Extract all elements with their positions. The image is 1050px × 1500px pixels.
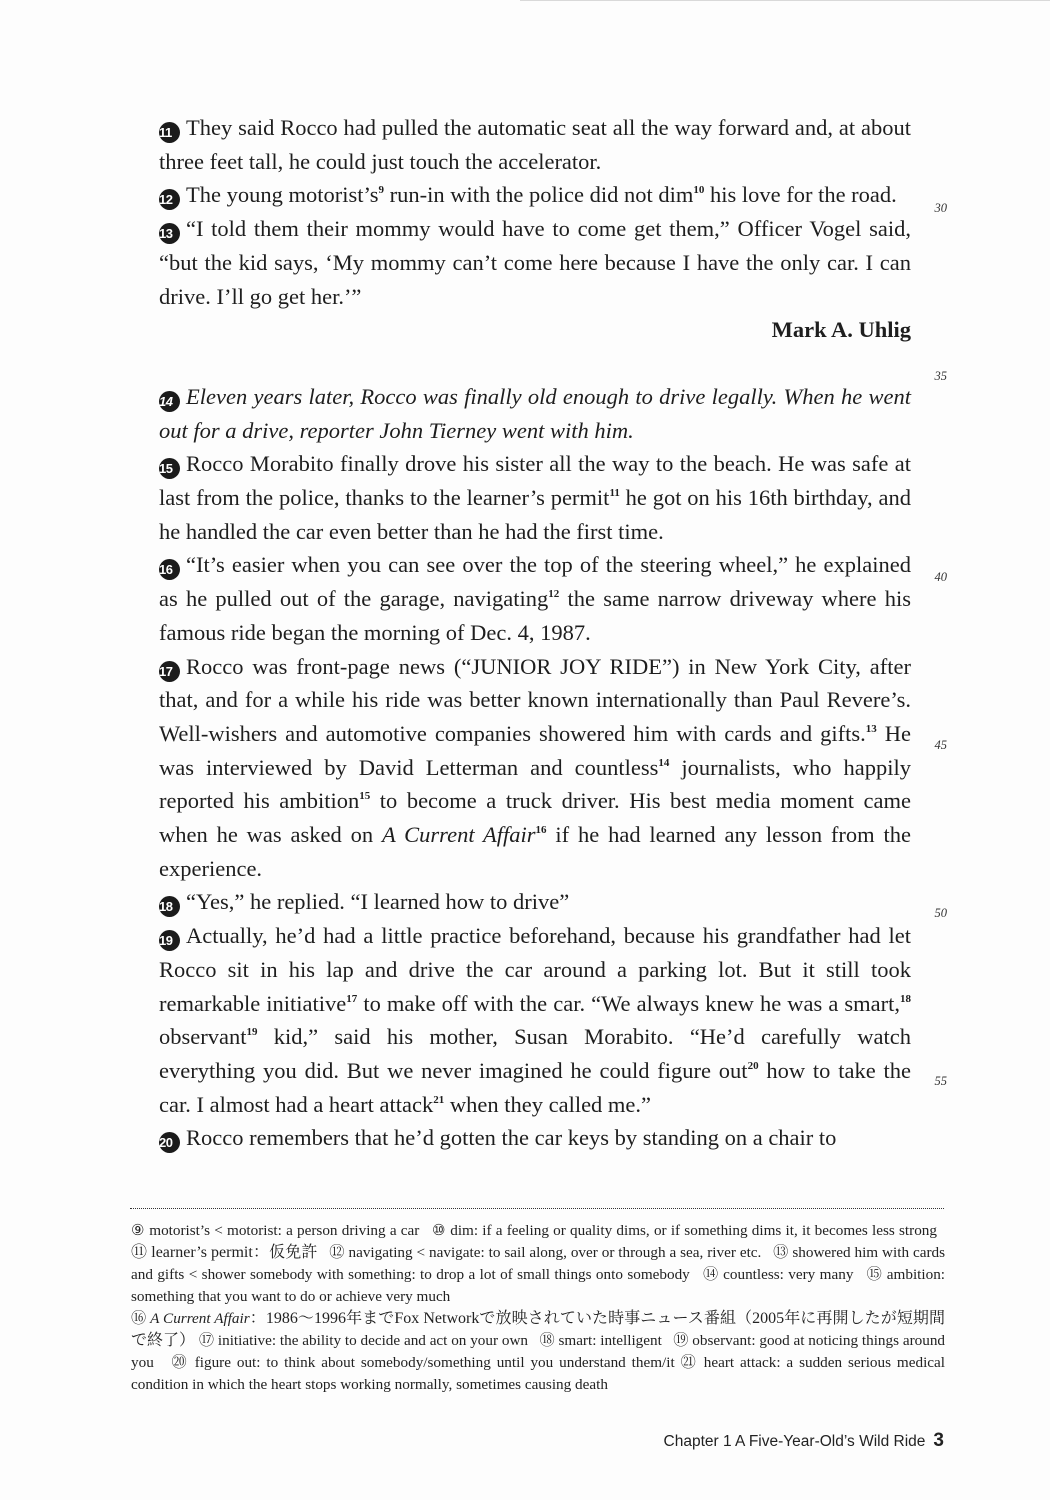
show-title: A Current Affair [381, 822, 536, 848]
page-number: 3 [933, 1430, 944, 1451]
note: ⑨ motorist’s < motorist: a person driving a car [131, 1222, 420, 1239]
footnote-ref: 11 [609, 487, 620, 500]
paragraph-text: They said Rocco had pulled the automatic seat all the way forward and, at about three feet tall, he could just touch the accelerator. [159, 115, 911, 174]
paragraph-text: He was interviewed by David Letterman and countless [159, 720, 911, 780]
note: ㉑ heart attack: a sudden serious medical condition in which the heart stops working normally, sometimes causing death [131, 1354, 946, 1393]
paragraph-number: 11 [159, 122, 180, 143]
page-footer [664, 1430, 944, 1452]
paragraph-text: run-in with the police did not dim [384, 182, 694, 208]
note: ⑫ navigating < navigate: to sail along, over or through a sea, river etc. [329, 1244, 762, 1261]
note: ⑬ showered him with cards and gifts < shower somebody with something: to drop a lot of small things onto somebody [131, 1244, 946, 1283]
paragraph-number: 20 [159, 1132, 180, 1153]
chapter-title: Chapter 1 A Five-Year-Old’s Wild Ride [663, 1433, 926, 1450]
paragraph-14 [159, 380, 911, 447]
footnote-ref: 9 [378, 184, 384, 197]
paragraph-text: if he had learned any lesson from the experience. [159, 822, 912, 881]
note-number: ⑯ [131, 1310, 147, 1327]
footnote-ref: 17 [346, 992, 358, 1005]
note: ⑰ initiative: the ability to decide and act on your own [198, 1332, 529, 1349]
footnote-ref: 18 [900, 992, 912, 1005]
paragraph-20 [159, 1121, 911, 1155]
footnote-ref: 19 [246, 1026, 258, 1039]
page-edge [520, 0, 1050, 7]
paragraph-number: 14 [159, 391, 180, 412]
paragraph-11 [159, 111, 911, 178]
paragraph-text: “I told them their mommy would have to come get them,” Officer Vogel said, “but the kid says, ‘My mommy can’t come here because I have the only car. I can drive. I’ll go get her.’” [159, 216, 911, 309]
footnote-ref: 12 [548, 588, 560, 601]
footnote-ref: 16 [535, 824, 547, 837]
paragraph-text: Rocco remembers that he’d gotten the car keys by standing on a chair to [186, 1125, 837, 1151]
paragraph-text: “It’s easier when you can see over the top of the steering wheel,” he explained as he pulled out of the garage, navigating [159, 552, 911, 612]
paragraph-number: 19 [159, 930, 180, 951]
note-term: A Current Affair [150, 1310, 250, 1327]
paragraph-text: The young motorist’s [186, 182, 379, 208]
footnote-ref: 10 [693, 184, 705, 197]
reading-passage [159, 111, 947, 1155]
paragraph-text: “Yes,” he replied. “I learned how to drive” [186, 889, 570, 915]
paragraph-number: 13 [159, 223, 180, 244]
note: ：1986～1996年までFox Networkで放映されていた時事ニュース番組（2005年に再開したが短期間で終了） [131, 1310, 946, 1349]
footnote-ref: 15 [359, 790, 371, 803]
note: ⑭ countless: very many [702, 1266, 854, 1283]
line-number: 45 [934, 738, 947, 752]
paragraph-17 [159, 650, 911, 886]
paragraph-text: kid,” said his mother, Susan Morabito. “He’d carefully watch everything you did. But we never imagined he could figure out [159, 1024, 911, 1083]
paragraph-text: Eleven years later, Rocco was finally old enough to drive legally. When he went out for a drive, reporter John Tierney went with him. [159, 383, 911, 443]
paragraph-number: 16 [159, 559, 180, 580]
note: ⑮ ambition: something that you want to do or achieve very much [131, 1266, 946, 1305]
note: ⑲ observant: good at noticing things around you [131, 1332, 946, 1371]
paragraph-number: 17 [159, 661, 180, 682]
note: ⑩ dim: if a feeling or quality dims, or if something dims it, it becomes less strong [431, 1222, 937, 1239]
paragraph-text: his love for the road. [704, 182, 897, 208]
paragraph-text: Rocco was front-page news (“JUNIOR JOY RIDE”) in New York City, after that, and for a while his ride was better known internationally than Paul Revere’s. Well-wishers and automotive companies showered him with cards and gifts. [159, 653, 911, 746]
footnote-ref: 14 [658, 756, 670, 769]
paragraph-text: to make off with the car. “We always knew he was a smart, [357, 990, 901, 1016]
line-number: 55 [934, 1074, 947, 1088]
line-number: 50 [934, 906, 947, 920]
paragraph-12 [159, 178, 911, 212]
author-name: Mark A. Uhlig [771, 317, 911, 343]
paragraph-15 [159, 447, 911, 548]
paragraph-text: how to take the car. I almost had a heart attack [159, 1057, 912, 1117]
line-number: 30 [934, 201, 947, 215]
paragraph-text: observant [159, 1024, 247, 1050]
paragraph-text: Actually, he’d had a little practice beforehand, because his grandfather had let Rocco sit in his lap and drive the car around a parking lot. But it still took remarkable initiative [159, 923, 911, 1016]
paragraph-text: when they called me.” [444, 1091, 652, 1117]
paragraph-text: to become a truck driver. His best media moment came when he was asked on [159, 788, 911, 848]
paragraph-18 [159, 885, 911, 919]
paragraph-19 [159, 919, 911, 1121]
paragraph-number: 12 [159, 189, 180, 210]
footnote-ref: 13 [865, 722, 877, 735]
paragraph-text: Rocco Morabito finally drove his sister all the way to the beach. He was safe at last from the police, thanks to the learner’s permit [159, 451, 911, 511]
paragraph-number: 18 [159, 896, 180, 917]
line-number: 40 [934, 570, 947, 584]
footnote-divider [130, 1208, 944, 1209]
paragraph-number: 15 [159, 458, 180, 479]
paragraph-13 [159, 212, 911, 313]
footnote-ref: 20 [747, 1059, 759, 1072]
note: ⑱ smart: intelligent [539, 1332, 662, 1349]
paragraph-16 [159, 548, 911, 649]
paragraph-text: the same narrow driveway where his famous ride began the morning of Dec. 4, 1987. [159, 586, 911, 645]
note: ⑳ figure out: to think about somebody/something until you understand them/it [171, 1354, 675, 1371]
footnote-ref: 21 [433, 1093, 445, 1106]
glossary-notes [131, 1220, 945, 1396]
line-number: 35 [934, 369, 947, 383]
note: ⑪ learner’s permit：仮免許 [131, 1244, 318, 1261]
paragraph-text: he got on his 16th birthday, and he handled the car even better than he had the first time. [159, 485, 911, 544]
paragraph-text: journalists, who happily reported his ambition [159, 754, 912, 814]
